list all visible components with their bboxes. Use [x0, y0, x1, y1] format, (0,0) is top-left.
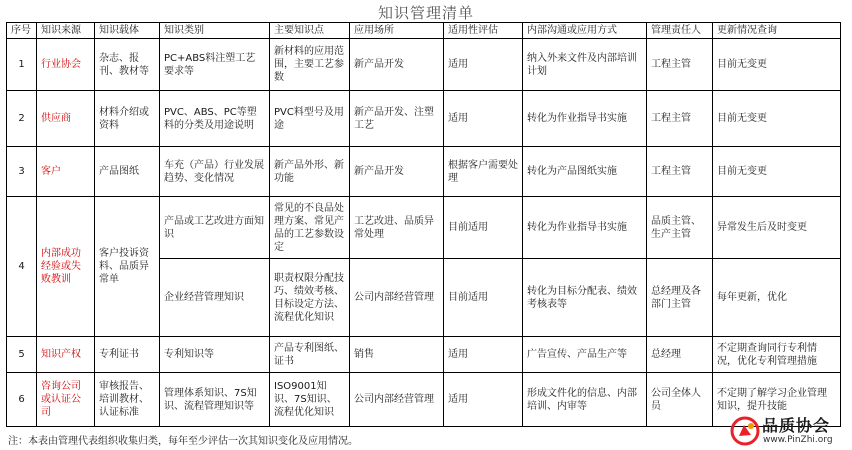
- row-method: 形成文件化的信息、内部培训、内审等: [523, 373, 647, 427]
- header-owner: 管理责任人: [647, 23, 713, 39]
- row-source: 客户: [37, 147, 95, 197]
- row-place: 公司内部经营管理: [350, 373, 444, 427]
- row-method: 转化为目标分配表、绩效考核表等: [523, 259, 647, 337]
- header-carrier: 知识载体: [95, 23, 160, 39]
- row-update: 目前无变更: [713, 91, 841, 147]
- header-row: [7, 23, 841, 39]
- row-eval: 适用: [444, 337, 523, 373]
- row-eval: 目前适用: [444, 197, 523, 259]
- header-place: 应用场所: [350, 23, 444, 39]
- table-row: [7, 337, 841, 373]
- table-row: [7, 39, 841, 91]
- logo-url: www.PinZhi.org: [763, 435, 833, 445]
- row-category: 专利知识等: [160, 337, 270, 373]
- table-row: [7, 197, 841, 259]
- row-place: 公司内部经营管理: [350, 259, 444, 337]
- table-row: [7, 373, 841, 427]
- row-owner: 工程主管: [647, 91, 713, 147]
- row-update: 不定期查询同行专利情况，优化专利管理措施: [713, 337, 841, 373]
- row-eval: 适用: [444, 373, 523, 427]
- page-title: 知识管理清单: [377, 4, 474, 22]
- row-update: 目前无变更: [713, 39, 841, 91]
- header-update: 更新情况查询: [713, 23, 841, 39]
- row-category: 产品或工艺改进方面知识: [160, 197, 270, 259]
- row-category: PC+ABS料注塑工艺要求等: [160, 39, 270, 91]
- row-carrier: 审核报告、培训教材、认证标准: [95, 373, 160, 427]
- row-source: 行业协会: [37, 39, 95, 91]
- row-num: 5: [7, 337, 37, 373]
- logo-name: 品质协会: [762, 416, 831, 435]
- row-eval: 根据客户需要处理: [444, 147, 523, 197]
- row-place: 销售: [350, 337, 444, 373]
- row-place: 工艺改进、品质异常处理: [350, 197, 444, 259]
- header-category: 知识类别: [160, 23, 270, 39]
- row-points: 新材料的应用范围，主要工艺参数: [270, 39, 350, 91]
- row-owner: 工程主管: [647, 147, 713, 197]
- row-num: 4: [7, 197, 37, 337]
- row-num: 3: [7, 147, 37, 197]
- row-points: PVC料型号及用途: [270, 91, 350, 147]
- row-num: 6: [7, 373, 37, 427]
- row-source: 内部成功经验或失败教训: [37, 197, 95, 337]
- row-method: 广告宣传、产品生产等: [523, 337, 647, 373]
- site-logo: [730, 412, 848, 448]
- row-owner: 品质主管、生产主管: [647, 197, 713, 259]
- row-carrier: 材料介绍或资料: [95, 91, 160, 147]
- row-num: 2: [7, 91, 37, 147]
- row-update: 目前无变更: [713, 147, 841, 197]
- row-eval: 目前适用: [444, 259, 523, 337]
- row-update: 每年更新，优化: [713, 259, 841, 337]
- row-category: 车充（产品）行业发展趋势、变化情况: [160, 147, 270, 197]
- footnote: 注：本表由管理代表组织收集归类，每年至少评估一次其知识变化及应用情况。: [8, 436, 358, 447]
- row-carrier: 客户投诉资料、品质异常单: [95, 197, 160, 337]
- row-eval: 适用: [444, 91, 523, 147]
- row-category: 管理体系知识、7S知识、流程管理知识等: [160, 373, 270, 427]
- row-carrier: 产品图纸: [95, 147, 160, 197]
- row-source: 供应商: [37, 91, 95, 147]
- header-points: 主要知识点: [270, 23, 350, 39]
- row-method: 转化为作业指导书实施: [523, 91, 647, 147]
- table-row: [7, 147, 841, 197]
- row-points: 新产品外形、新功能: [270, 147, 350, 197]
- row-points: 常见的不良品处理方案、常见产品的工艺参数设定: [270, 197, 350, 259]
- knowledge-table: [6, 22, 841, 427]
- row-source: 知识产权: [37, 337, 95, 373]
- header-source: 知识来源: [37, 23, 95, 39]
- row-update: 不定期了解学习企业管理知识，提升技能: [713, 373, 841, 427]
- row-points: ISO9001知识、7S知识、流程优化知识: [270, 373, 350, 427]
- row-owner: 总经理: [647, 337, 713, 373]
- row-place: 新产品开发、注塑工艺: [350, 91, 444, 147]
- row-carrier: 专利证书: [95, 337, 160, 373]
- row-category: PVC、ABS、PC等塑料的分类及用途说明: [160, 91, 270, 147]
- row-points: 产品专利图纸、证书: [270, 337, 350, 373]
- row-method: 转化为作业指导书实施: [523, 197, 647, 259]
- row-carrier: 杂志、报刊、教材等: [95, 39, 160, 91]
- header-eval: 适用性评估: [444, 23, 523, 39]
- header-method: 内部沟通或应用方式: [523, 23, 647, 39]
- row-update: 异常发生后及时变更: [713, 197, 841, 259]
- row-place: 新产品开发: [350, 39, 444, 91]
- row-place: 新产品开发: [350, 147, 444, 197]
- logo-icon: [730, 416, 760, 446]
- row-method: 纳入外来文件及内部培训计划: [523, 39, 647, 91]
- row-points: 职责权限分配技巧、绩效考核、目标设定方法、流程优化知识: [270, 259, 350, 337]
- row-num: 1: [7, 39, 37, 91]
- row-method: 转化为产品图纸实施: [523, 147, 647, 197]
- table-row: [7, 91, 841, 147]
- row-owner: 公司全体人员: [647, 373, 713, 427]
- row-eval: 适用: [444, 39, 523, 91]
- row-owner: 工程主管: [647, 39, 713, 91]
- header-num: 序号: [7, 23, 37, 39]
- row-source: 咨询公司或认证公司: [37, 373, 95, 427]
- row-owner: 总经理及各部门主管: [647, 259, 713, 337]
- row-category: 企业经营管理知识: [160, 259, 270, 337]
